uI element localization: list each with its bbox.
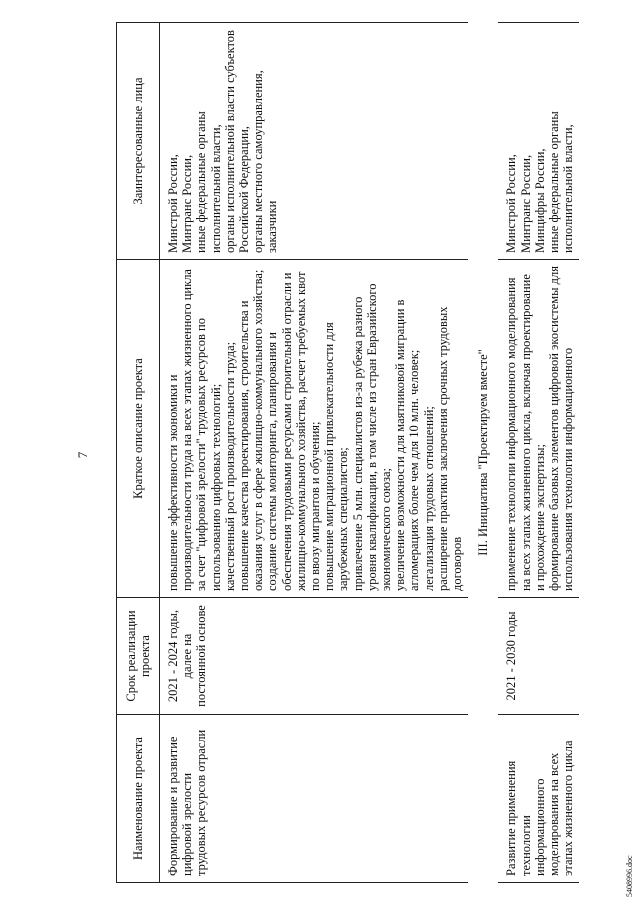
project-name-cell: Формирование и развитие цифровой зрелости трудовых ресурсов отрасли — [160, 715, 469, 883]
page-number: 7 — [75, 451, 90, 459]
description-line: легализация трудовых отношений; — [421, 406, 436, 591]
description-line: увеличение возможности для маятниковой миграции в агломерациях более чем для 10 млн. человек; — [393, 299, 422, 591]
header-description: Краткое описание проекта — [117, 260, 160, 598]
project-stakeholders-cell — [498, 23, 579, 260]
project-term-cell: 2021 - 2030 годы — [498, 598, 579, 715]
description-line: формирование базовых элементов цифровой экосистемы для использования технологии информационного — [547, 266, 576, 591]
section-title: III. Инициатива "Проектируем вместе" — [476, 349, 491, 556]
description-line: расширение практики заключения срочных трудовых договоров — [435, 306, 465, 591]
description-line: повышение миграционной привлекательности для зарубежных специалистов; — [322, 322, 351, 591]
project-description-cell — [160, 260, 469, 598]
stakeholder-line: органы исполнительной власти субъектов Российской Федерации, — [222, 30, 252, 253]
description-line: повышение эффективности экономики и производительности труда на всех этапах жизненного цикла за счет "цифровой зрелости" трудовых ресурсов по использованию цифровых технологий; — [166, 269, 223, 591]
section-row — [468, 23, 498, 883]
project-term-cell: 2021 - 2024 годы, далее на постоянной основе — [160, 598, 469, 715]
stakeholder-line: органы местного самоуправления, — [251, 70, 266, 253]
header-stakeholders: Заинтересованные лица — [117, 23, 160, 260]
stakeholder-line: Минстрой России, — [504, 154, 519, 253]
description-line: создание системы мониторинга, планирования и обеспечения трудовыми ресурсами строительной отрасли и жилищно-коммунального хозяйства, расчет требуемых квот по ввозу мигрантов и обучения; — [265, 271, 323, 591]
stakeholder-line: Минцифры России, — [532, 148, 547, 253]
description-line: повышение качества проектирования, строительства и оказания услуг в сфере жилищно-коммунального хозяйства; — [237, 269, 266, 591]
stakeholder-line: заказчики — [265, 200, 280, 253]
stakeholder-line: иные федеральные органы исполнительной власти, — [547, 111, 576, 253]
table-row — [498, 23, 579, 883]
description-line: применение технологии информационного моделирования на всех этапах жизненного цикла, включая проектирование и прохождение экспертизы; — [504, 274, 547, 591]
header-project-name: Наименование проекта — [117, 715, 160, 883]
stakeholder-line: Минтранс России, — [180, 154, 195, 253]
stakeholder-line: иные федеральные органы исполнительной власти, — [194, 111, 223, 253]
table-row — [160, 23, 469, 883]
projects-table — [116, 22, 579, 883]
project-name-cell: Развитие применения технологии информационного моделирования на всех этапах жизненного цикла — [498, 715, 579, 883]
table-header-row — [117, 23, 160, 883]
footer-doc-code: 5408996.doc — [625, 855, 634, 897]
project-description-cell — [498, 260, 579, 598]
description-line: качественный рост производительности труда; — [222, 341, 237, 591]
description-line: привлечение 5 млн. специалистов из-за рубежа разного уровня квалификации, в том числе из стран Евразийского экономического союза; — [350, 283, 394, 591]
stakeholder-line: Минстрой России, — [166, 154, 180, 253]
stakeholder-line: Минтранс России, — [518, 154, 533, 253]
header-term: Срок реализации проекта — [117, 598, 160, 715]
project-stakeholders-cell — [160, 23, 469, 260]
